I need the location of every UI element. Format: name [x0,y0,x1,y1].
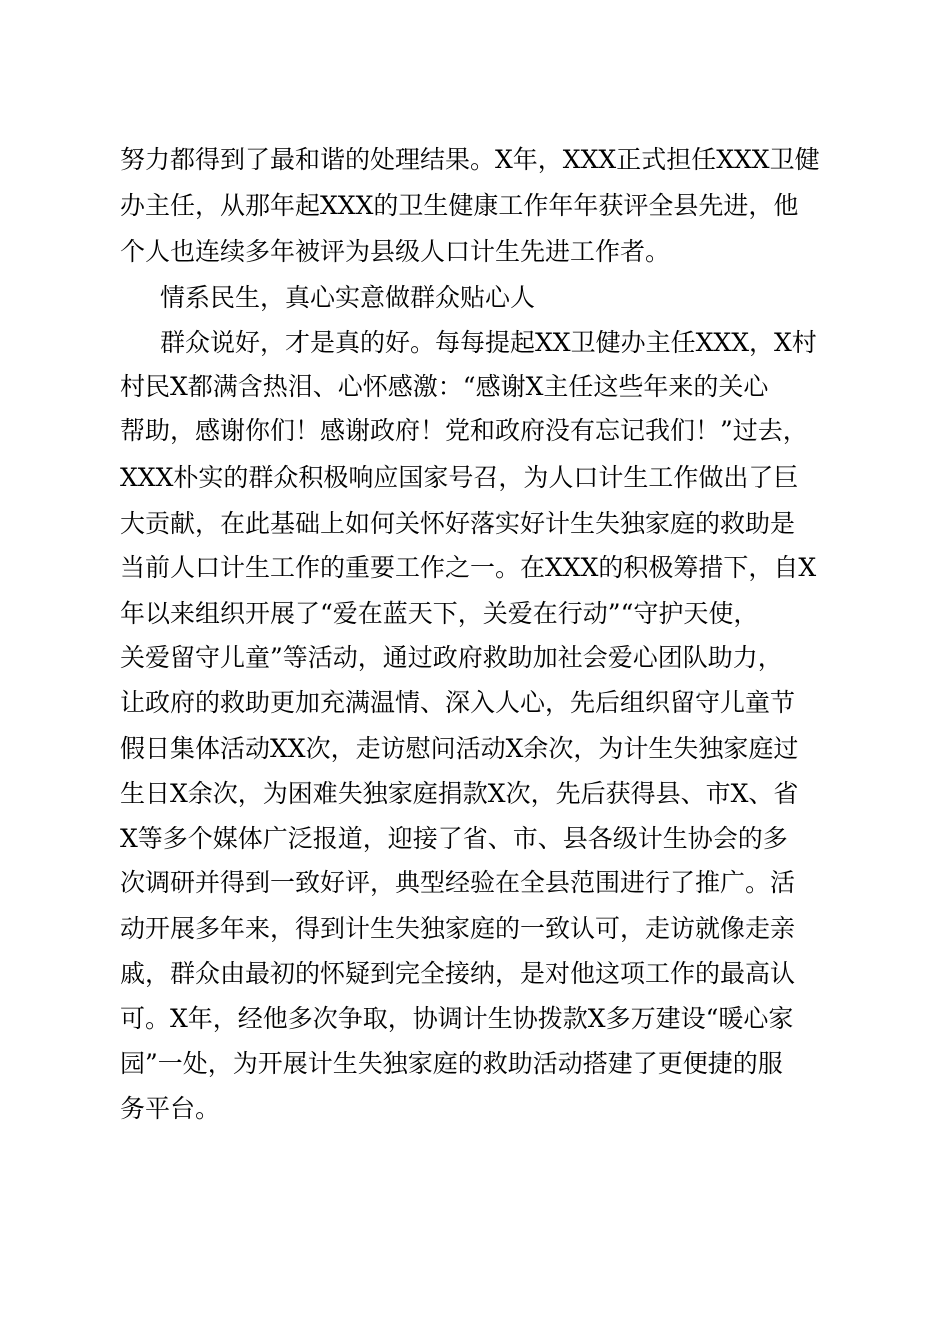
text-line: 戚，群众由最初的怀疑到完全接纳，是对他这项工作的最高认 [120,959,796,988]
text-line: 大贡献，在此基础上如何关怀好落实好计生失独家庭的救助是 [120,509,796,538]
text-line: 办主任，从那年起XXX的卫生健康工作年年获评全县先进，他 [120,191,799,220]
text-line: 个人也连续多年被评为县级人口计生先进工作者。 [120,237,671,266]
text-line: 年以来组织开展了“爱在蓝天下，关爱在行动”“守护天使， [120,599,759,628]
text-line: 让政府的救助更加充满温情、深入人心，先后组织留守儿童节 [120,688,796,717]
text-line: 关爱留守儿童”等活动，通过政府救助加社会爱心团队助力， [120,643,783,672]
text-line: 生日X余次，为困难失独家庭捐款X次，先后获得县、市X、省 [120,779,799,808]
text-line: 当前人口计生工作的重要工作之一。在XXX的积极筹措下，自X [120,553,817,582]
text-line: 群众说好，才是真的好。每每提起XX卫健办主任XXX，X村 [160,328,817,357]
text-line: 村民X都满含热泪、心怀感激：“感谢X主任这些年来的关心 [120,372,769,401]
text-line: 帮助，感谢你们！感谢政府！党和政府没有忘记我们！”过去， [120,416,808,445]
text-line: X等多个媒体广泛报道，迎接了省、市、县各级计生协会的多 [120,824,788,853]
text-line: 动开展多年来，得到计生失独家庭的一致认可，走访就像走亲 [120,914,796,943]
text-line: 园”一处，为开展计生失独家庭的救助活动搭建了更便捷的服 [120,1049,783,1078]
text-line: 务平台。 [120,1094,221,1123]
text-line: 假日集体活动XX次，走访慰问活动X余次，为计生失独家庭过 [120,734,799,763]
text-line: 次调研并得到一致好评，典型经验在全县范围进行了推广。活 [120,868,796,897]
section-heading: 情系民生，真心实意做群众贴心人 [160,283,536,312]
text-line: XXX朴实的群众积极响应国家号召，为人口计生工作做出了巨 [120,463,799,492]
text-line: 可。X年，经他多次争取，协调计生协拨款X多万建设“暖心家 [120,1004,794,1033]
text-line: 努力都得到了最和谐的处理结果。X年，XXX正式担任XXX卫健 [120,145,820,174]
